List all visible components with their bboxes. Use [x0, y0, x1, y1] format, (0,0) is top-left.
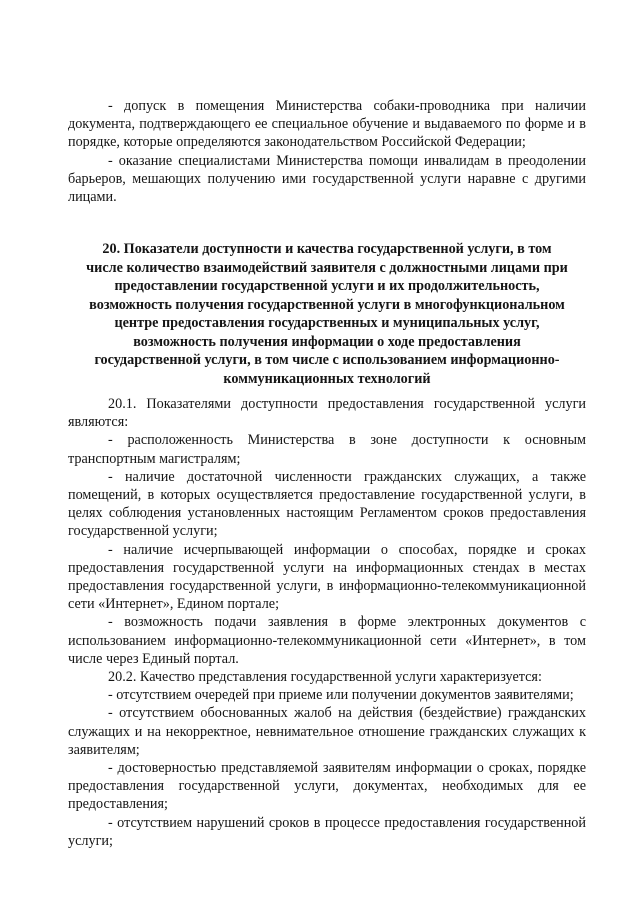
section-20-heading: [68, 240, 586, 388]
paragraph-guide-dog: - допуск в помещения Министерства собаки-проводника при наличии документа, подтверждающего ее специальное обучение и выдаваемого по форме и в порядке, которые определяются законодательством Российской Федерации;: [68, 98, 586, 151]
paragraph-staff-premises: - наличие достаточной численности гражданских служащих, а также помещений, в которых осуществляется предоставление государственной услуги, в целях соблюдения установленных настоящим Регламентом сроков предоставления государственной услуги;: [68, 468, 586, 540]
paragraph-staff-assistance: - оказание специалистами Министерства помощи инвалидам в преодолении барьеров, мешающих получению ими государственной услуги наравне с другими лицами.: [68, 152, 586, 206]
paragraph-no-complaints: - отсутствием обоснованных жалоб на действия (бездействие) гражданских служащих и на некорректное, невнимательное отношение гражданских служащих к заявителям;: [68, 705, 586, 758]
heading-line: центре предоставления государственных и муниципальных услуг,: [114, 315, 540, 331]
heading-line: государственной услуги, в том числе с использованием информационно-: [94, 352, 560, 368]
top-paragraph-group: [68, 97, 586, 206]
paragraph-location: - расположенность Министерства в зоне доступности к основным транспортным магистралям;: [68, 432, 586, 467]
heading-line: предоставлении государственной услуги и их продолжительность,: [114, 278, 540, 294]
body-paragraph-group: [68, 395, 586, 850]
heading-line: возможность получения информации о ходе предоставления: [133, 333, 521, 350]
paragraph-reliability: - достоверностью представляемой заявителям информации о сроках, порядке предоставления государственной услуги, документах, необходимых для ее предоставления;: [68, 760, 586, 813]
heading-line: коммуникационных технологий: [223, 370, 431, 387]
heading-line: 20. Показатели доступности и качества государственной услуги, в том: [102, 241, 552, 257]
paragraph-no-violations: - отсутствием нарушений сроков в процессе предоставления государственной услуги;: [68, 814, 586, 849]
paragraph-no-queues: - отсутствием очередей при приеме или получении документов заявителями;: [108, 687, 574, 704]
paragraph-electronic-submission: - возможность подачи заявления в форме электронных документов с использованием информационно-телекоммуникационной сети «Интернет», в том числе через Единый портал.: [68, 614, 586, 667]
heading-line: числе количество взаимодействий заявителя с должностными лицами при: [86, 259, 568, 276]
paragraph-information: - наличие исчерпывающей информации о способах, порядке и сроках предоставления государственной услуги на информационных стендах в местах предоставления государственной услуги, в информационно-телекоммуникационной сети «Интернет», Едином портале;: [68, 541, 586, 613]
heading-line: возможность получения государственной услуги в многофункциональном: [89, 296, 565, 313]
paragraph-20-1-intro: 20.1. Показателями доступности предоставления государственной услуги являются:: [68, 396, 586, 431]
paragraph-20-2-intro: 20.2. Качество представления государственной услуги характеризуется:: [108, 669, 542, 686]
